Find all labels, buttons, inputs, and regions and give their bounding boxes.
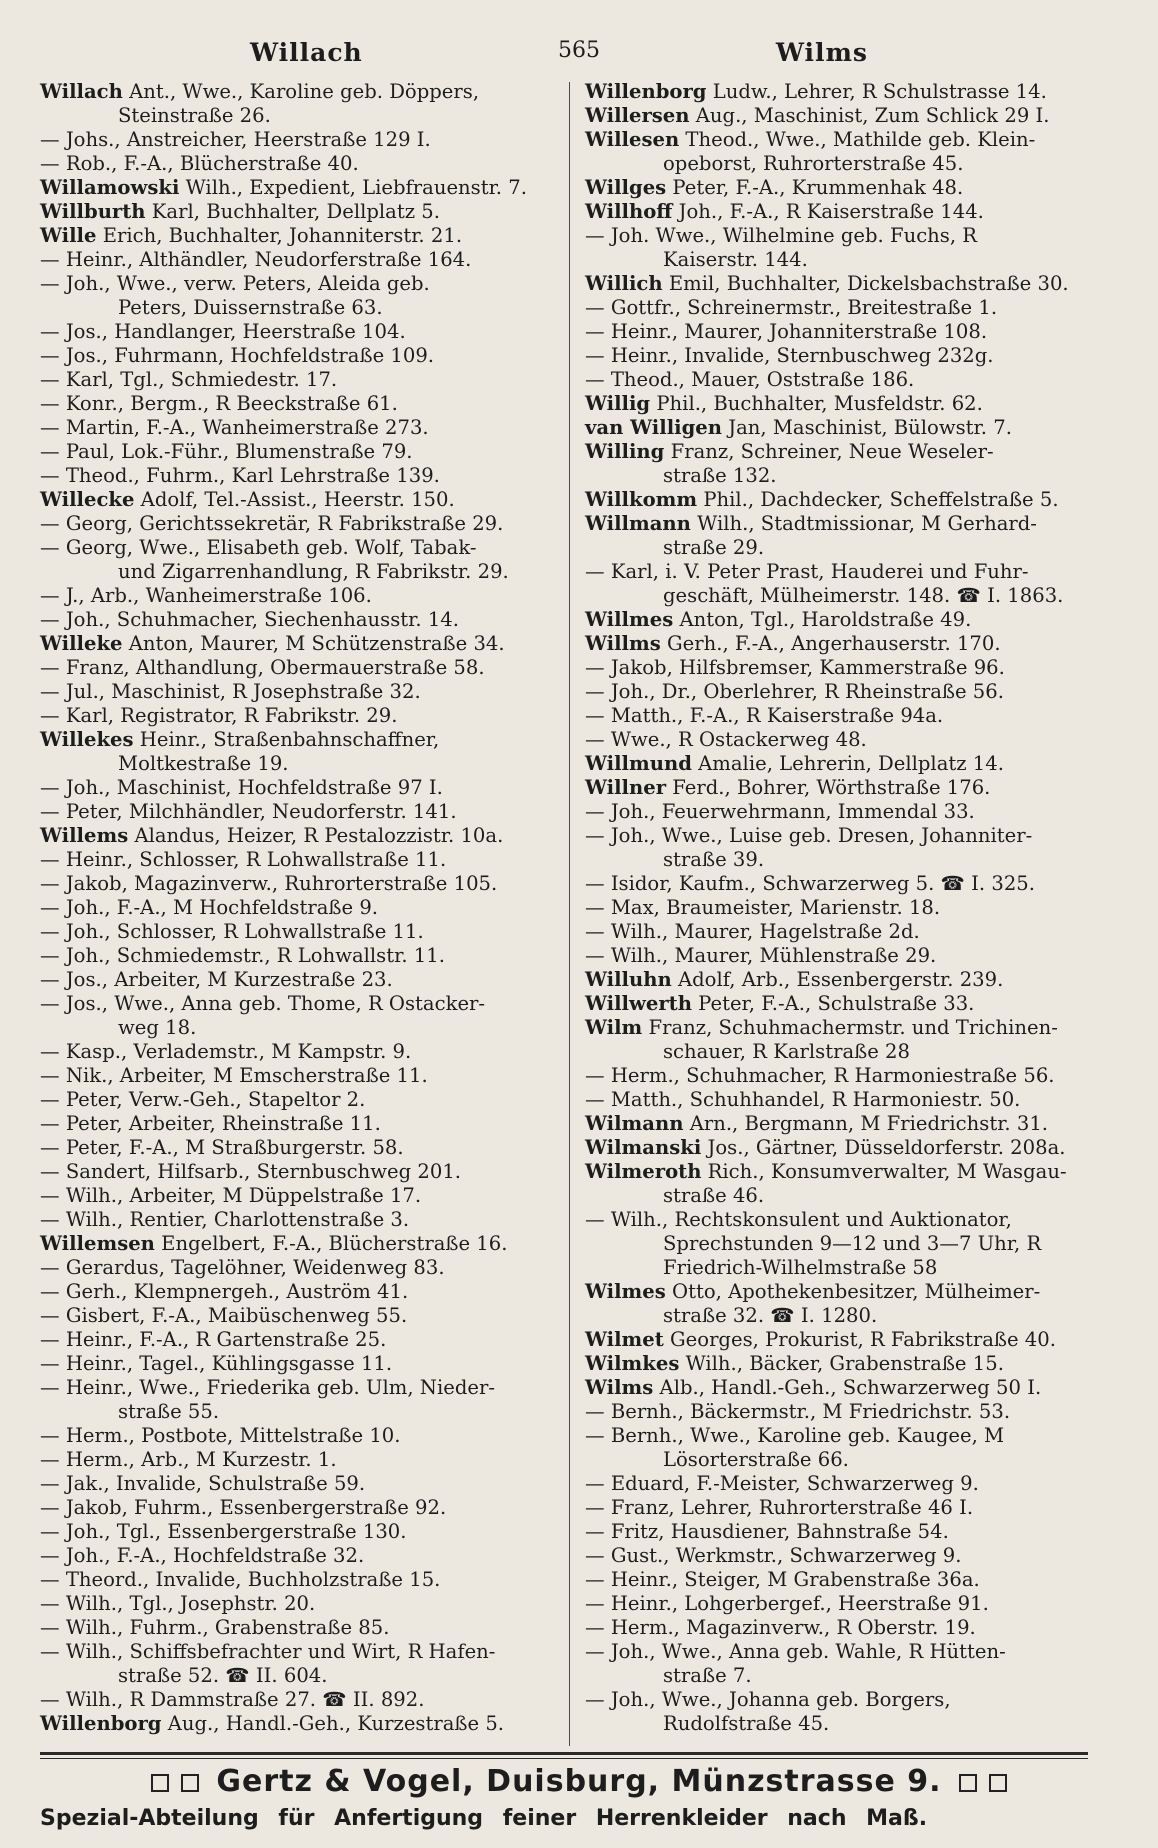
directory-entry-line: — Joh., Feuerwehrmann, Immendal 33. [585,800,975,823]
directory-entry-line: — Gisbert, F.-A., Maibüschenweg 55. [40,1304,408,1327]
directory-entry-line: — Gottfr., Schreinermstr., Breitestraße 1. [585,296,998,319]
directory-entry-line: Willekes Heinr., Straßenbahnschaffner, [40,728,440,751]
directory-entry-line: Friedrich-Wilhelmstraße 58 [663,1256,938,1279]
directory-entry-line: — Nik., Arbeiter, M Emscherstraße 11. [40,1064,428,1087]
directory-entry-line: — Rob., F.-A., Blücherstraße 40. [40,152,359,175]
directory-entry-line: — Joh. Wwe., Wilhelmine geb. Fuchs, R [585,224,978,247]
directory-entry-line: — Karl, Registrator, R Fabrikstr. 29. [40,704,398,727]
directory-entry-line: — Wilh., Schiffsbefrachter und Wirt, R Hafen- [40,1640,496,1663]
directory-entry-line: — Karl, Tgl., Schmiedestr. 17. [40,368,338,391]
ad-company: Gertz & Vogel, Duisburg, Münzstrasse 9. [216,1764,942,1799]
directory-entry-line: Peters, Duissernstraße 63. [118,296,383,319]
directory-entry-line: Willamowski Wilh., Expedient, Liebfrauenstr. 7. [40,176,527,199]
directory-entry-line: — Joh., Wwe., Luise geb. Dresen, Johanniter- [585,824,1033,847]
directory-entry-line: — Jakob, Magazinverw., Ruhrorterstraße 105. [40,872,498,895]
directory-entry-line: — Joh., Dr., Oberlehrer, R Rheinstraße 56. [585,680,1004,703]
directory-entry-line: — Kasp., Verlademstr., M Kampstr. 9. [40,1040,412,1063]
directory-entry-line: — Jak., Invalide, Schulstraße 59. [40,1472,366,1495]
directory-entry-line: — Joh., F.-A., M Hochfeldstraße 9. [40,896,379,919]
directory-entry-line: straße 39. [663,848,765,871]
directory-entry-line: — Joh., Wwe., verw. Peters, Aleida geb. [40,272,430,295]
directory-entry-line: Steinstraße 26. [118,104,271,127]
directory-entry-line: Willwerth Peter, F.-A., Schulstraße 33. [585,992,975,1015]
directory-entry-line: straße 7. [663,1664,752,1687]
directory-entry-line: Willmes Anton, Tgl., Haroldstraße 49. [585,608,972,631]
directory-entry-line: — J., Arb., Wanheimerstraße 106. [40,584,372,607]
directory-entry-line: straße 46. [663,1184,765,1207]
directory-entry-line: Willms Gerh., F.-A., Angerhauserstr. 170. [585,632,1001,655]
directory-entry-line: — Martin, F.-A., Wanheimerstraße 273. [40,416,429,439]
directory-entry-line: — Theord., Invalide, Buchholzstraße 15. [40,1568,441,1591]
directory-entry-line: — Joh., Tgl., Essenbergerstraße 130. [40,1520,407,1543]
directory-entry-line: — Heinr., Lohgerbergef., Heerstraße 91. [585,1592,989,1615]
directory-entry-line: — Jakob, Fuhrm., Essenbergerstraße 92. [40,1496,447,1519]
directory-entry-line: — Joh., Schuhmacher, Siechenhausstr. 14. [40,608,459,631]
directory-entry-line: Willges Peter, F.-A., Krummenhak 48. [585,176,964,199]
directory-entry-line: — Herm., Schuhmacher, R Harmoniestraße 56. [585,1064,1055,1087]
directory-entry-line: Wilmeroth Rich., Konsumverwalter, M Wasgau- [585,1160,1067,1183]
directory-entry-line: — Jos., Handlanger, Heerstraße 104. [40,320,406,343]
directory-entry-line: — Franz, Althandlung, Obermauerstraße 58. [40,656,485,679]
directory-entry-line: Willmann Wilh., Stadtmissionar, M Gerhard- [585,512,1037,535]
page-header [40,38,1118,78]
directory-entry-line: — Matth., F.-A., R Kaiserstraße 94a. [585,704,944,727]
directory-entry-line: Willenborg Aug., Handl.-Geh., Kurzestraße 5. [40,1712,505,1735]
square-ornament-icon [181,1774,199,1792]
directory-entry-line: — Jul., Maschinist, R Josephstraße 32. [40,680,421,703]
directory-entry-line: Willmund Amalie, Lehrerin, Dellplatz 14. [585,752,1004,775]
directory-entry-line: Willhoff Joh., F.-A., R Kaiserstraße 144. [585,200,984,223]
directory-entry-line: Willach Ant., Wwe., Karoline geb. Döppers, [40,80,480,103]
directory-entry-line: — Paul, Lok.-Führ., Blumenstraße 79. [40,440,413,463]
directory-entry-line: — Franz, Lehrer, Ruhrorterstraße 46 I. [585,1496,974,1519]
directory-entry-line: Willecke Adolf, Tel.-Assist., Heerstr. 150. [40,488,455,511]
directory-entry-line: — Wwe., R Ostackerweg 48. [585,728,867,751]
footer-advertisement-line2: Spezial-Abteilung für Anfertigung feiner Herrenkleider nach Maß. [40,1806,928,1831]
directory-entry-line: — Wilh., Maurer, Mühlenstraße 29. [585,944,937,967]
directory-entry-line: — Heinr., Maurer, Johanniterstraße 108. [585,320,988,343]
directory-entry-line: Wilm Franz, Schuhmachermstr. und Trichinen- [585,1016,1058,1039]
square-ornament-icon [959,1774,977,1792]
directory-entry-line: — Theod., Fuhrm., Karl Lehrstraße 139. [40,464,440,487]
directory-entry-line: — Joh., Schmiedemstr., R Lohwallstr. 11. [40,944,445,967]
directory-entry-line: straße 52. ☎ II. 604. [118,1664,328,1687]
directory-entry-line: und Zigarrenhandlung, R Fabrikstr. 29. [118,560,509,583]
directory-entry-line: straße 32. ☎ I. 1280. [663,1304,878,1327]
directory-entry-line: — Herm., Magazinverw., R Oberstr. 19. [585,1616,976,1639]
directory-entry-line: — Heinr., Invalide, Sternbuschweg 232g. [585,344,994,367]
directory-entry-line: — Herm., Postbote, Mittelstraße 10. [40,1424,401,1447]
directory-entry-line: — Peter, Arbeiter, Rheinstraße 11. [40,1112,381,1135]
directory-entry-line: geschäft, Mülheimerstr. 148. ☎ I. 1863. [663,584,1064,607]
directory-entry-line: — Heinr., Steiger, M Grabenstraße 36a. [585,1568,980,1591]
directory-entry-line: — Peter, F.-A., M Straßburgerstr. 58. [40,1136,404,1159]
directory-entry-line: opeborst, Ruhrorterstraße 45. [663,152,964,175]
directory-entry-line: Willersen Aug., Maschinist, Zum Schlick 29 I. [585,104,1050,127]
left-column [40,80,560,1736]
page-number: 565 [558,38,600,63]
directory-entry-line: — Fritz, Hausdiener, Bahnstraße 54. [585,1520,949,1543]
directory-entry-line: — Peter, Milchhändler, Neudorferstr. 141. [40,800,457,823]
directory-entry-line: schauer, R Karlstraße 28 [663,1040,910,1063]
directory-entry-line: straße 29. [663,536,765,559]
directory-entry-line: Willeke Anton, Maurer, M Schützenstraße 34. [40,632,505,655]
directory-entry-line: Willig Phil., Buchhalter, Musfeldstr. 62. [585,392,983,415]
directory-entry-line: — Wilh., Rentier, Charlottenstraße 3. [40,1208,410,1231]
directory-entry-line: straße 132. [663,464,777,487]
directory-entry-line: Wille Erich, Buchhalter, Johanniterstr. 21. [40,224,463,247]
directory-entry-line: — Peter, Verw.-Geh., Stapeltor 2. [40,1088,366,1111]
directory-entry-line: — Konr., Bergm., R Beeckstraße 61. [40,392,398,415]
directory-entry-line: van Willigen Jan, Maschinist, Bülowstr. 7. [585,416,1012,439]
directory-entry-line: — Johs., Anstreicher, Heerstraße 129 I. [40,128,431,151]
directory-entry-line: — Bernh., Bäckermstr., M Friedrichstr. 53. [585,1400,1011,1423]
directory-entry-line: — Heinr., F.-A., R Gartenstraße 25. [40,1328,387,1351]
directory-entry-line: — Theod., Mauer, Oststraße 186. [585,368,915,391]
directory-entry-line: — Georg, Wwe., Elisabeth geb. Wolf, Tabak- [40,536,477,559]
footer-rule-thick [40,1752,1088,1755]
directory-entry-line: — Jos., Fuhrmann, Hochfeldstraße 109. [40,344,435,367]
directory-entry-line: — Heinr., Schlosser, R Lohwallstraße 11. [40,848,447,871]
directory-entry-line: — Heinr., Wwe., Friederika geb. Ulm, Nieder- [40,1376,495,1399]
directory-entry-line: — Matth., Schuhhandel, R Harmoniestr. 50. [585,1088,1021,1111]
directory-entry-line: Willner Ferd., Bohrer, Wörthstraße 176. [585,776,991,799]
directory-entry-line: Willems Alandus, Heizer, R Pestalozzistr. 10a. [40,824,504,847]
directory-entry-line: — Joh., Wwe., Anna geb. Wahle, R Hütten- [585,1640,1006,1663]
directory-entry-line: Willenborg Ludw., Lehrer, R Schulstrasse 14. [585,80,1047,103]
directory-entry-line: — Karl, i. V. Peter Prast, Hauderei und Fuhr- [585,560,1029,583]
directory-entry-line: Willemsen Engelbert, F.-A., Blücherstraße 16. [40,1232,508,1255]
directory-entry-line: — Joh., Schlosser, R Lohwallstraße 11. [40,920,424,943]
directory-entry-line: — Jakob, Hilfsbremser, Kammerstraße 96. [585,656,1005,679]
directory-entry-line: — Heinr., Althändler, Neudorferstraße 164. [40,248,472,271]
directory-entry-line: Wilmanski Jos., Gärtner, Düsseldorferstr. 208a. [585,1136,1066,1159]
directory-entry-line: — Heinr., Tagel., Kühlingsgasse 11. [40,1352,393,1375]
directory-entry-line: — Isidor, Kaufm., Schwarzerweg 5. ☎ I. 325. [585,872,1035,895]
right-column [585,80,1080,1736]
directory-entry-line: Willing Franz, Schreiner, Neue Weseler- [585,440,994,463]
directory-entry-line: — Gerh., Klempnergeh., Auström 41. [40,1280,409,1303]
directory-entry-line: — Wilh., Tgl., Josephstr. 20. [40,1592,316,1615]
footer-rule-thin [40,1758,1088,1759]
directory-entry-line: — Georg, Gerichtssekretär, R Fabrikstraße 29. [40,512,504,535]
directory-entry-line: Willburth Karl, Buchhalter, Dellplatz 5. [40,200,440,223]
directory-entry-line: Wilmet Georges, Prokurist, R Fabrikstraße 40. [585,1328,1056,1351]
header-left-keyword: Willach [250,38,363,67]
directory-entry-line: — Wilh., Arbeiter, M Düppelstraße 17. [40,1184,422,1207]
directory-entry-line: — Gust., Werkmstr., Schwarzerweg 9. [585,1544,962,1567]
directory-entry-line: — Jos., Arbeiter, M Kurzestraße 23. [40,968,393,991]
directory-entry-line: Rudolfstraße 45. [663,1712,830,1735]
directory-entry-line: — Joh., F.-A., Hochfeldstraße 32. [40,1544,365,1567]
directory-entry-line: Willkomm Phil., Dachdecker, Scheffelstraße 5. [585,488,1059,511]
directory-entry-line: Wilms Alb., Handl.-Geh., Schwarzerweg 50 I. [585,1376,1042,1399]
directory-entry-line: weg 18. [118,1016,197,1039]
directory-entry-line: straße 55. [118,1400,220,1423]
directory-entry-line: Wilmes Otto, Apothekenbesitzer, Mülheimer- [585,1280,1041,1303]
directory-entry-line: — Wilh., Maurer, Hagelstraße 2d. [585,920,920,943]
directory-entry-line: — Herm., Arb., M Kurzestr. 1. [40,1448,337,1471]
square-ornament-icon [151,1774,169,1792]
directory-entry-line: Lösorterstraße 66. [663,1448,849,1471]
directory-entry-line: — Bernh., Wwe., Karoline geb. Kaugee, M [585,1424,1005,1447]
directory-entry-line: Wilmann Arn., Bergmann, M Friedrichstr. 31. [585,1112,1049,1135]
directory-entry-line: — Joh., Maschinist, Hochfeldstraße 97 I. [40,776,443,799]
directory-entry-line: Moltkestraße 19. [118,752,289,775]
directory-entry-line: — Wilh., R Dammstraße 27. ☎ II. 892. [40,1688,425,1711]
square-ornament-icon [989,1774,1007,1792]
directory-entry-line: Willesen Theod., Wwe., Mathilde geb. Klein- [585,128,1036,151]
footer-advertisement-line1 [40,1764,1118,1799]
directory-entry-line: Kaiserstr. 144. [663,248,808,271]
directory-entry-line: Willuhn Adolf, Arb., Essenbergerstr. 239. [585,968,1004,991]
directory-entry-line: — Max, Braumeister, Marienstr. 18. [585,896,941,919]
directory-entry-line: — Joh., Wwe., Johanna geb. Borgers, [585,1688,951,1711]
column-divider [569,82,570,1746]
directory-entry-line: Sprechstunden 9—12 und 3—7 Uhr, R [663,1232,1042,1255]
directory-entry-line: — Wilh., Fuhrm., Grabenstraße 85. [40,1616,390,1639]
directory-entry-line: Willich Emil, Buchhalter, Dickelsbachstraße 30. [585,272,1069,295]
directory-entry-line: — Jos., Wwe., Anna geb. Thome, R Ostacker- [40,992,486,1015]
directory-entry-line: — Gerardus, Tagelöhner, Weidenweg 83. [40,1256,445,1279]
directory-entry-line: — Wilh., Rechtskonsulent und Auktionator, [585,1208,1012,1231]
header-right-keyword: Wilms [775,38,868,67]
directory-entry-line: Wilmkes Wilh., Bäcker, Grabenstraße 15. [585,1352,1004,1375]
directory-entry-line: — Sandert, Hilfsarb., Sternbuschweg 201. [40,1160,462,1183]
directory-entry-line: — Eduard, F.-Meister, Schwarzerweg 9. [585,1472,979,1495]
